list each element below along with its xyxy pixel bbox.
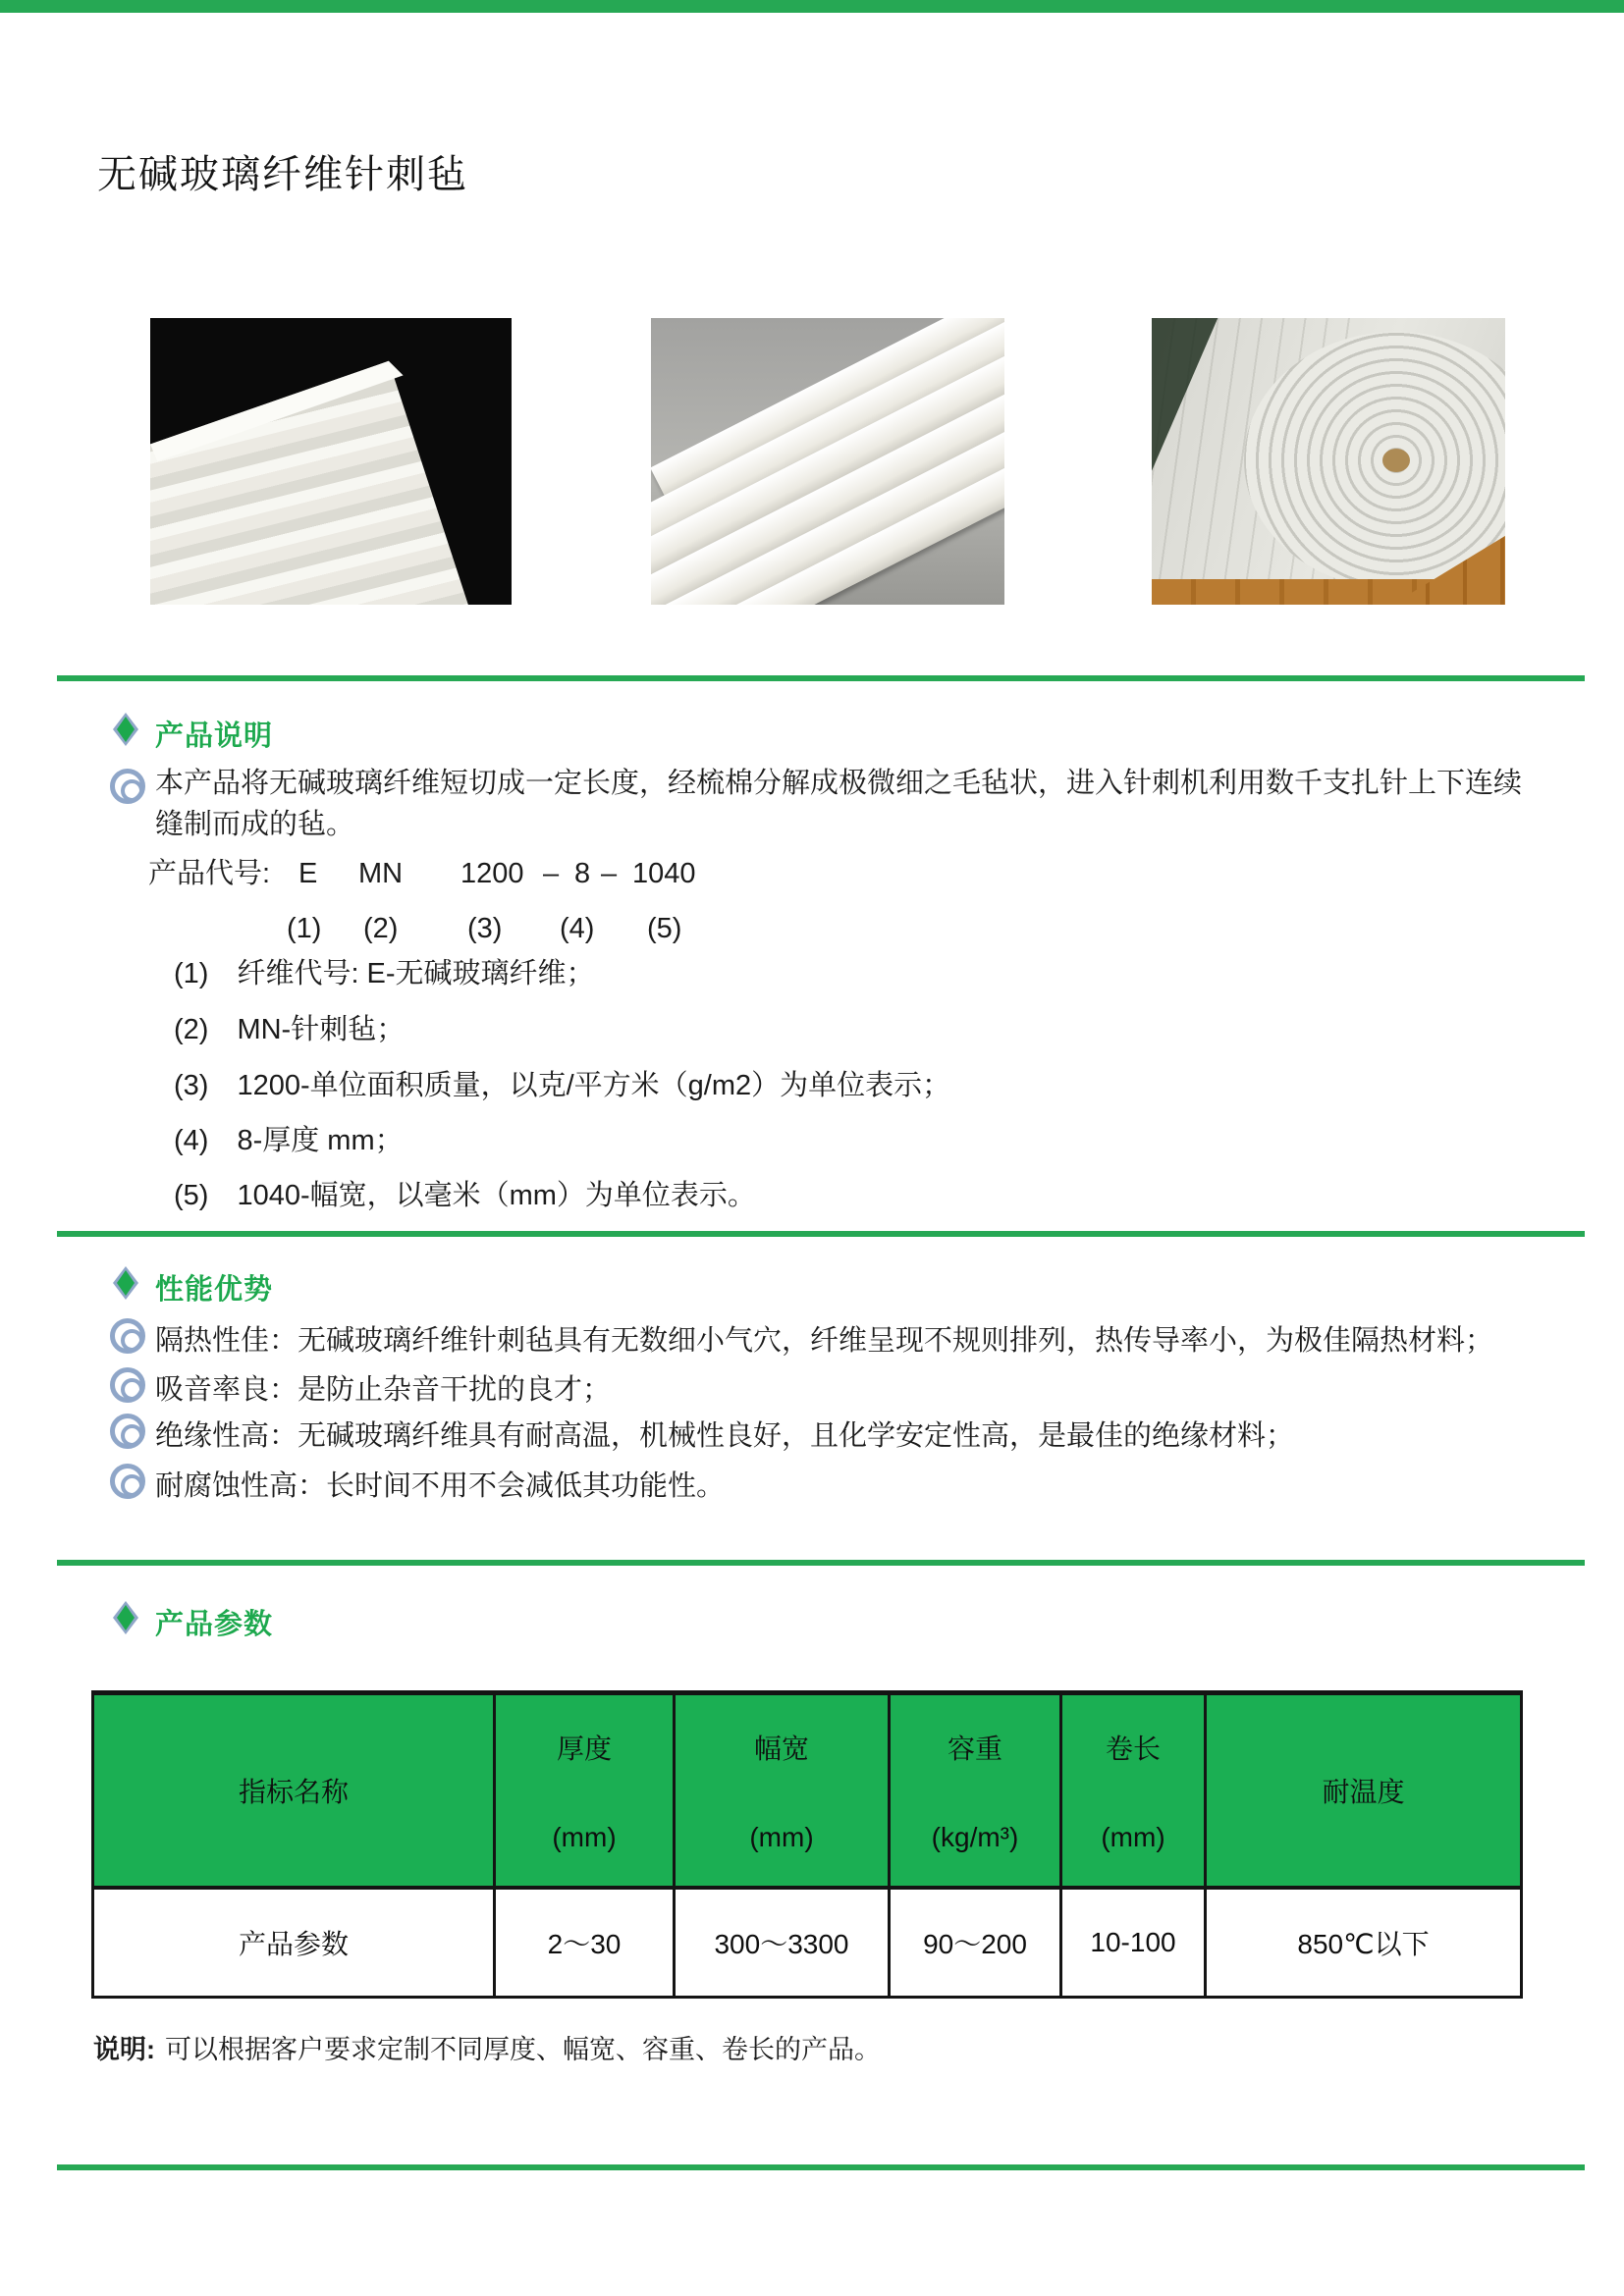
target-bullet-icon bbox=[110, 1318, 145, 1354]
section-title-params: 产品参数 bbox=[155, 1609, 274, 1640]
advantage-item: 隔热性佳：无碱玻璃纤维针刺毡具有无数细小气穴，纤维呈现不规则排列，热传导率小，为极佳隔热材料； bbox=[155, 1325, 1494, 1357]
section-title-desc: 产品说明 bbox=[155, 721, 274, 752]
table-cell-density: 90～200 bbox=[891, 1890, 1062, 1996]
table-cell-row-name: 产品参数 bbox=[94, 1890, 496, 1996]
product-code-label: 产品代号: bbox=[148, 858, 271, 889]
table-cell-roll-length: 10-100 bbox=[1062, 1890, 1207, 1996]
table-header-roll-length: 卷长 (mm) bbox=[1062, 1695, 1207, 1890]
table-header-density: 容重 (kg/m³) bbox=[891, 1695, 1062, 1890]
section-divider bbox=[57, 2164, 1585, 2170]
felt-surface-graphic bbox=[150, 318, 512, 605]
code-token: 8 bbox=[574, 858, 591, 889]
diamond-icon bbox=[113, 1266, 138, 1300]
note-text: 可以根据客户要求定制不同厚度、幅宽、容重、卷长的产品。 bbox=[165, 2035, 881, 2064]
target-bullet-icon bbox=[110, 1414, 145, 1449]
table-header-width: 幅宽 (mm) bbox=[676, 1695, 891, 1890]
code-number-line bbox=[0, 908, 1624, 947]
code-explain-item: (2) MN-针刺毡； bbox=[174, 1014, 406, 1045]
table-header-temperature: 耐温度 bbox=[1207, 1695, 1520, 1890]
felt-roll-photo bbox=[1152, 318, 1505, 605]
target-bullet-icon bbox=[110, 769, 145, 804]
advantage-item: 耐腐蚀性高：长时间不用不会减低其功能性。 bbox=[155, 1470, 726, 1502]
code-token: – bbox=[543, 858, 560, 889]
section-divider bbox=[57, 675, 1585, 681]
section-divider bbox=[57, 1560, 1585, 1566]
code-number: (5) bbox=[647, 913, 682, 944]
target-bullet-icon bbox=[110, 1464, 145, 1499]
table-cell-temperature: 850℃以下 bbox=[1297, 1929, 1430, 1959]
table-header-thickness: 厚度 (mm) bbox=[496, 1695, 676, 1890]
target-bullet-icon bbox=[110, 1367, 145, 1403]
code-token: 1200 bbox=[460, 858, 524, 889]
diamond-icon bbox=[113, 713, 138, 746]
code-number: (4) bbox=[560, 913, 595, 944]
desc-paragraph: 本产品将无碱玻璃纤维短切成一定长度，经梳棉分解成极微细之毛毡状，进入针刺机利用数千支扎针上下连续缝制而成的毡。 bbox=[155, 768, 1523, 840]
felt-sheet-corner-photo bbox=[150, 318, 512, 605]
table-note bbox=[93, 2028, 881, 2066]
table-cell-width: 300～3300 bbox=[676, 1890, 891, 1996]
code-number: (1) bbox=[287, 913, 322, 944]
page-title: 无碱玻璃纤维针刺毡 bbox=[97, 153, 468, 196]
note-label: 说明: bbox=[93, 2035, 155, 2064]
advantage-item: 绝缘性高：无碱玻璃纤维具有耐高温，机械性良好，且化学安定性高，是最佳的绝缘材料； bbox=[155, 1420, 1295, 1452]
code-explain-item: (4) 8-厚度 mm； bbox=[174, 1125, 404, 1156]
code-number: (3) bbox=[467, 913, 503, 944]
stacked-felt-sheets-photo bbox=[651, 318, 1004, 605]
top-accent-bar bbox=[0, 0, 1624, 13]
advantage-item: 吸音率良：是防止杂音干扰的良才； bbox=[155, 1374, 612, 1406]
product-code-line bbox=[0, 853, 1624, 892]
code-token: 1040 bbox=[632, 858, 696, 889]
code-token: E bbox=[298, 858, 318, 889]
table-cell-thickness: 2～30 bbox=[496, 1890, 676, 1996]
code-number: (2) bbox=[363, 913, 399, 944]
section-title-advantages: 性能优势 bbox=[155, 1274, 274, 1306]
params-table bbox=[91, 1690, 1523, 1999]
code-token: – bbox=[601, 858, 618, 889]
table-header-name: 指标名称 bbox=[94, 1695, 496, 1890]
diamond-icon bbox=[113, 1601, 138, 1634]
code-explain-item: (3) 1200-单位面积质量，以克/平方米（g/m2）为单位表示； bbox=[174, 1070, 951, 1101]
code-explain-item: (5) 1040-幅宽，以毫米（mm）为单位表示。 bbox=[174, 1180, 756, 1211]
section-divider bbox=[57, 1231, 1585, 1237]
code-token: MN bbox=[358, 858, 404, 889]
code-explain-item: (1) 纤维代号: E-无碱玻璃纤维； bbox=[174, 958, 595, 989]
